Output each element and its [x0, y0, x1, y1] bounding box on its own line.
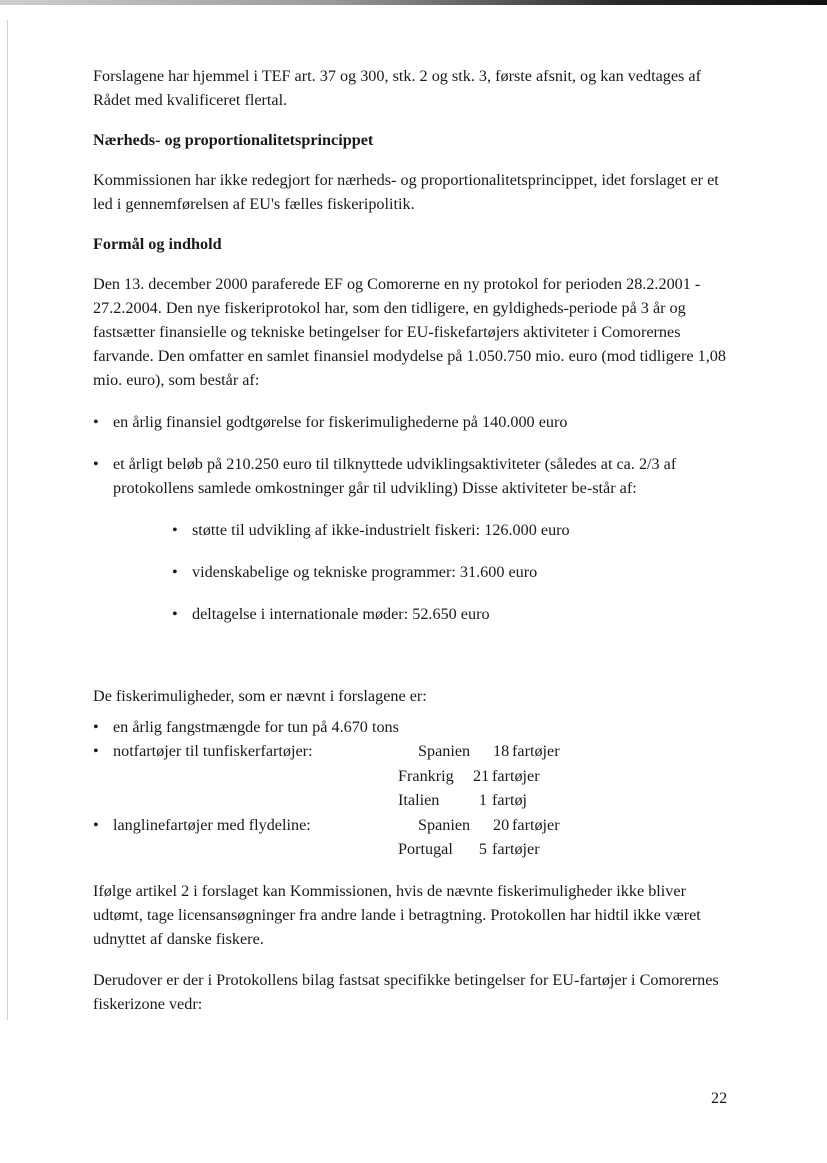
subsidiarity-paragraph: Kommissionen har ikke redegjort for nærheds- og proportionalitetsprincippet, idet forslaget er et led i gennemførelsen af EU's fælles fiskeripolitik.: [93, 171, 719, 213]
fleet-count: 18: [493, 742, 510, 760]
fleet-country: Portugal: [398, 840, 453, 858]
fleet-row: [93, 788, 733, 813]
fleet-row: [93, 837, 733, 862]
sub-bullet-artisanal-fishing: • støtte til udvikling af ikke-industrielt fiskeri: 126.000 euro: [172, 518, 733, 542]
fleet-country: Italien: [398, 791, 440, 809]
scan-edge-left: [7, 20, 8, 1020]
fleet-count: 20: [493, 815, 510, 834]
fleet-row: [93, 739, 733, 764]
fleet-unit: fartøjer: [492, 766, 540, 785]
annex-conditions-paragraph: Derudover er der i Protokollens bilag fastsat specifikke betingelser for EU-fartøjer i Comorernes fiskerizone vedr:: [93, 970, 719, 1013]
fleet-unit: fartøj: [492, 791, 528, 809]
heading-purpose: Formål og indhold: [93, 235, 222, 253]
bullet-development-amount: • et årligt beløb på 210.250 euro til tilknyttede udviklingsaktiviteter (således at ca. 2/3 af protokollens samlede omkostninger går til udvikling) Disse aktiviteter be-står af:: [93, 452, 733, 500]
fleet-row: [93, 764, 733, 789]
sub-bullet-international-meetings: • deltagelse i internationale møder: 52.650 euro: [172, 602, 733, 626]
fleet-country: Spanien: [418, 815, 471, 834]
fleet-category-label: [93, 788, 398, 813]
bullet-tuna-catch: • en årlig fangstmængde for tun på 4.670 tons: [93, 715, 733, 739]
intro-paragraph: Forslagene har hjemmel i TEF art. 37 og 300, stk. 2 og stk. 3, første afsnit, og kan vedtages af Rådet med kvalificeret flertal.: [93, 67, 701, 109]
purpose-paragraph: Den 13. december 2000 paraferede EF og Comorerne en ny protokol for perioden 28.2.2001 - 27.2.2004. Den nye fiskeriprotokol har, som den tidligere, en gyldigheds-periode på 3 år og fastsætter finansielle og tekniske betingelser for EU-fiskefartøjers aktiviteter i Comorernes farvande. Den omfatter en samlet finansiel modydelse på 1.050.750 mio. euro (mod tidligere 1,08 mio. euro), som består af:: [93, 275, 726, 389]
scan-edge-top: [0, 0, 827, 5]
fleet-table: [93, 739, 733, 862]
document-page: [93, 64, 733, 1016]
fleet-count: 1: [478, 791, 487, 809]
fleet-category-label: • notfartøjer til tunfiskerfartøjer:: [93, 739, 418, 764]
page-number: 22: [711, 1089, 728, 1107]
fleet-count: 5: [478, 840, 487, 858]
fleet-count: 21: [473, 766, 490, 785]
fleet-country: Frankrig: [398, 766, 454, 785]
article2-paragraph: Ifølge artikel 2 i forslaget kan Kommissionen, hvis de nævnte fiskerimuligheder ikke bliver udtømt, tage licensansøgninger fra andre lande i betragtning. Protokollen har hidtil ikke været udnyttet af danske fiskere.: [93, 881, 701, 948]
bullet-annual-compensation: • en årlig finansiel godtgørelse for fiskerimulighederne på 140.000 euro: [93, 410, 733, 434]
fleet-category-label: • langlinefartøjer med flydeline:: [93, 813, 418, 838]
sub-bullet-science-programs: • videnskabelige og tekniske programmer: 31.600 euro: [172, 560, 733, 584]
heading-subsidiarity: Nærheds- og proportionalitetsprincippet: [93, 131, 374, 149]
fleet-unit: fartøjer: [492, 840, 540, 858]
fleet-row: [93, 813, 733, 838]
fishing-opportunities-intro: De fiskerimuligheder, som er nævnt i forslagene er:: [93, 687, 427, 705]
fleet-unit: fartøjer: [512, 742, 560, 760]
fleet-category-label: [93, 837, 398, 862]
fleet-unit: fartøjer: [512, 815, 560, 834]
fleet-country: Spanien: [418, 742, 471, 760]
fleet-category-label: [93, 764, 398, 789]
